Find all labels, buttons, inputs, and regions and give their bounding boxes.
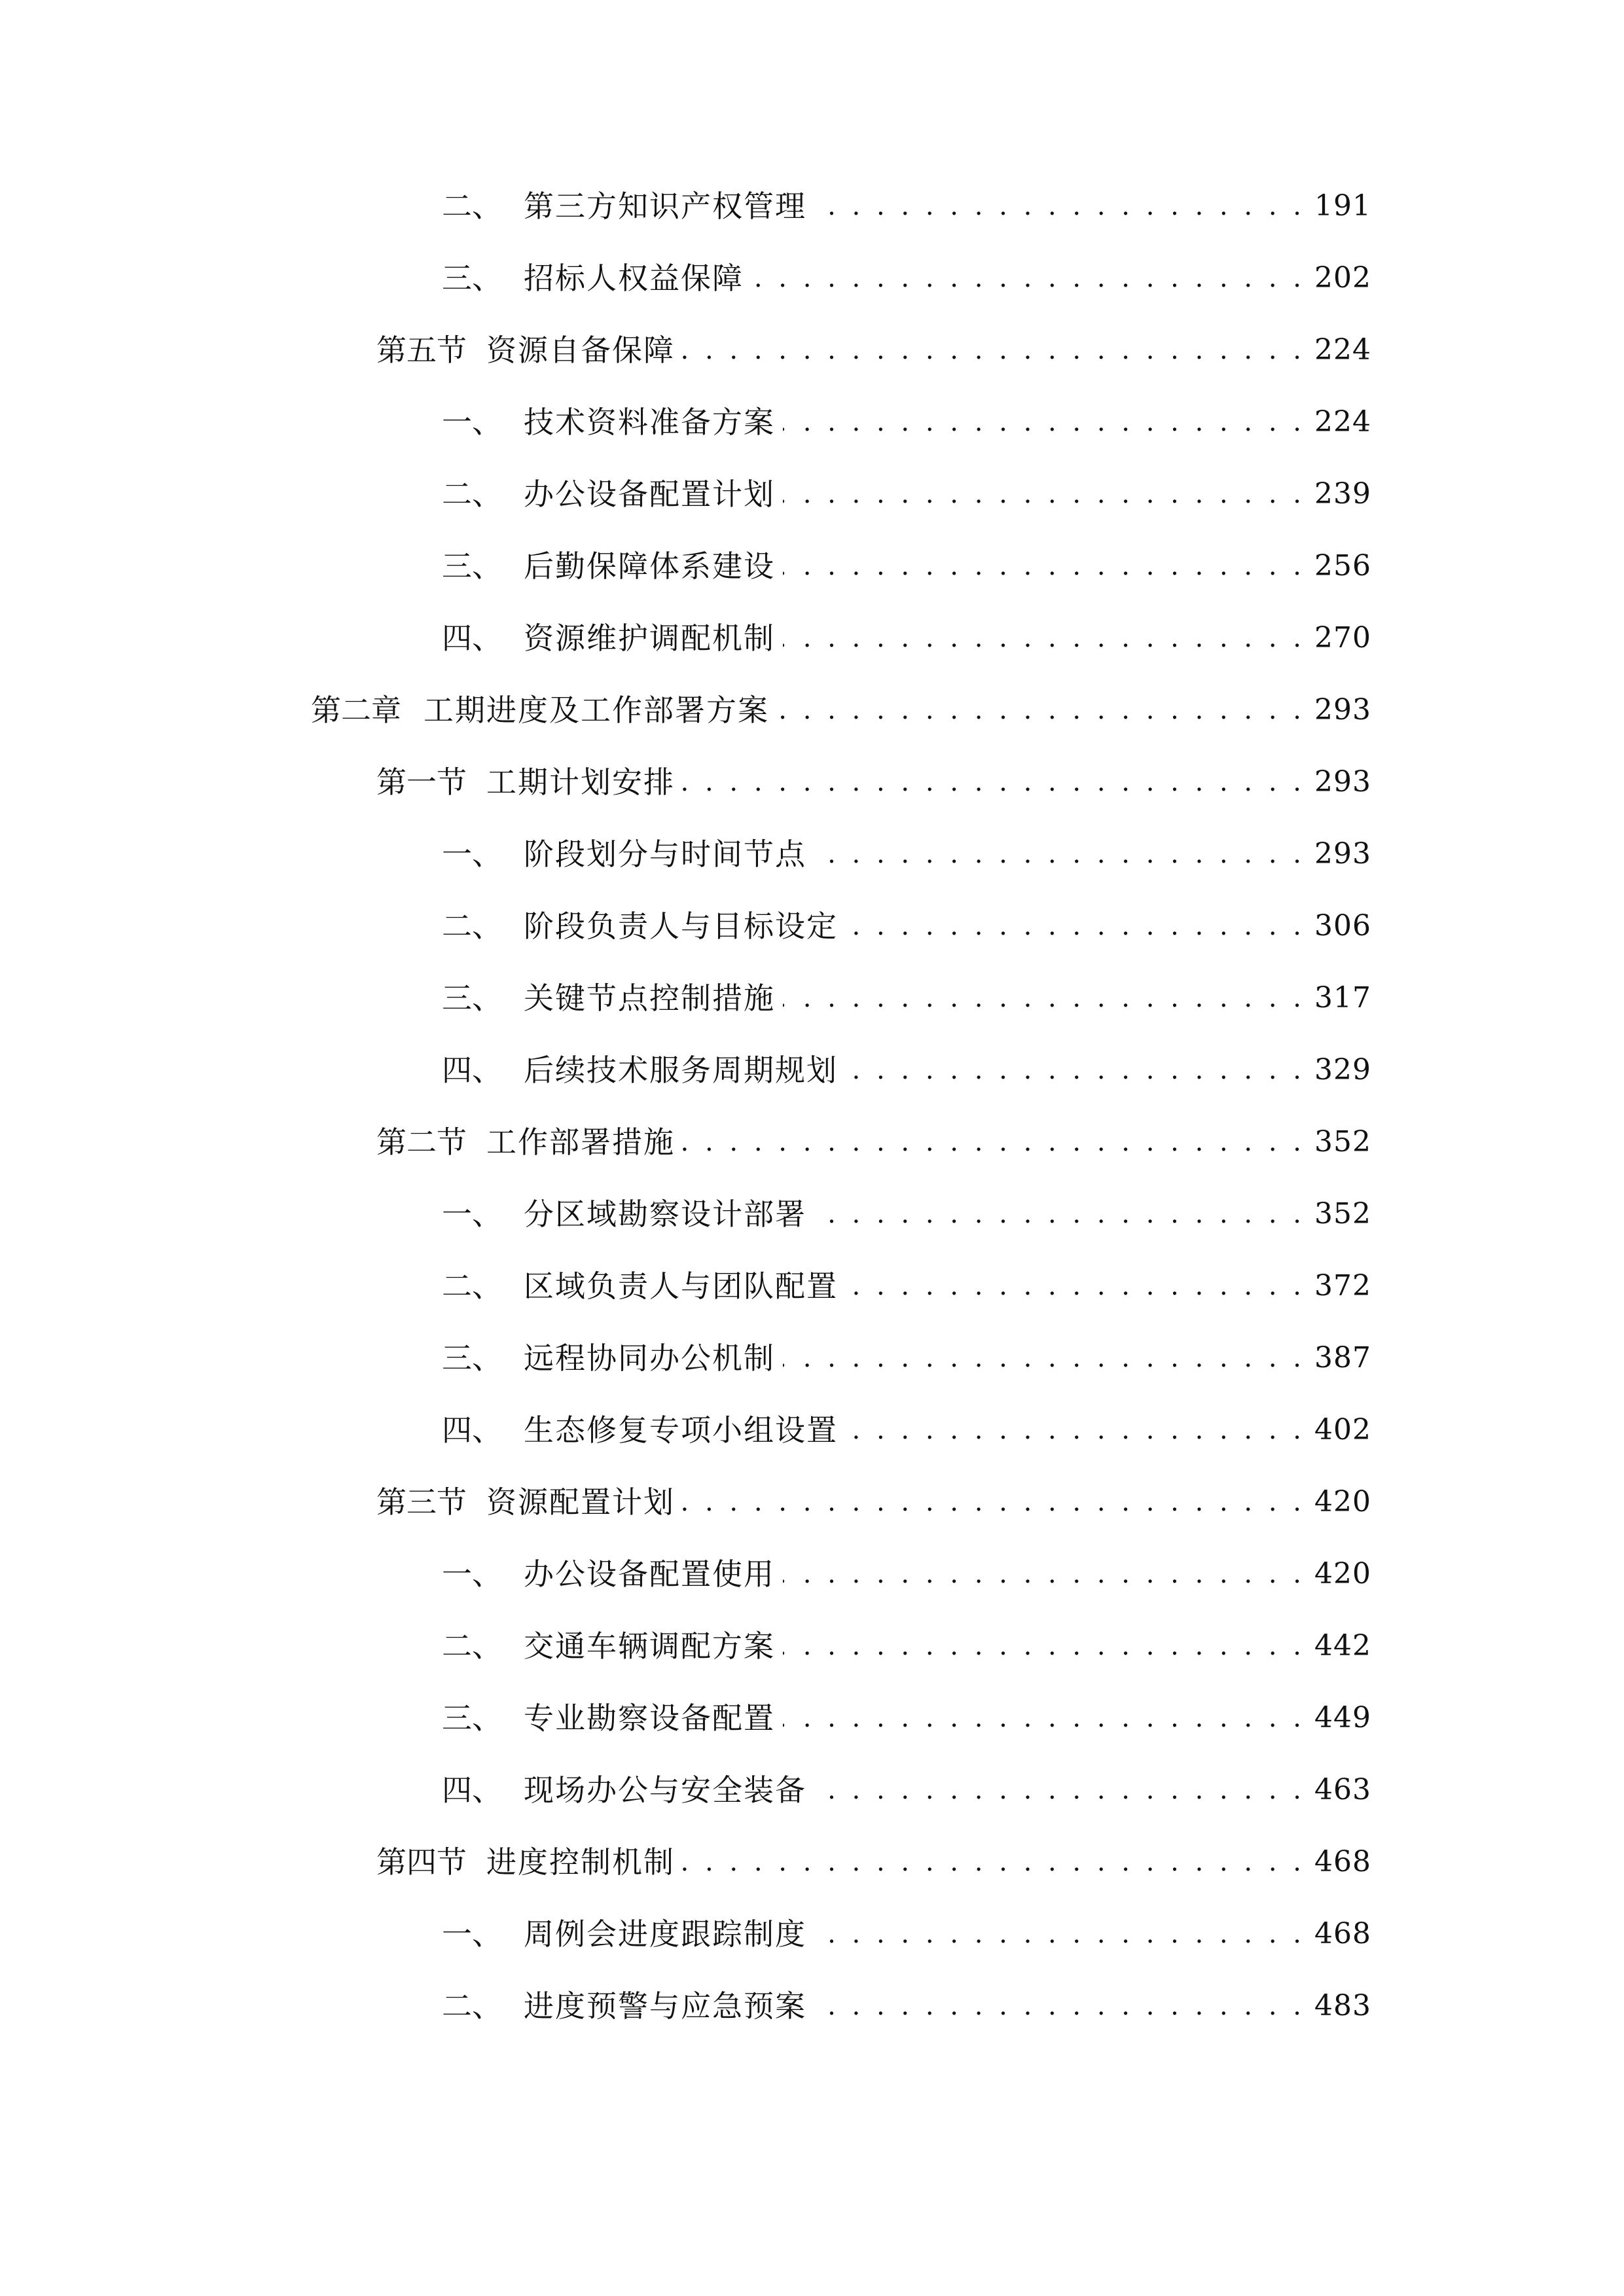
toc-entry-title: 技术资料准备方案 — [524, 404, 775, 440]
toc-entry-number: 三、 — [442, 980, 502, 1016]
toc-entry-page: 202 — [1314, 261, 1371, 295]
toc-entry-page: 306 — [1314, 909, 1371, 942]
toc-entry-title: 进度控制机制 — [486, 1844, 675, 1880]
toc-entry-number: 三、 — [442, 1340, 502, 1376]
toc-entry-page: 224 — [1314, 405, 1371, 439]
toc-entry[interactable] — [442, 1983, 1371, 2029]
toc-entry-title: 资源配置计划 — [486, 1484, 675, 1520]
toc-entry[interactable] — [442, 615, 1371, 661]
toc-entry-number: 二、 — [442, 1268, 502, 1304]
toc-entry[interactable] — [442, 831, 1371, 877]
toc-entry-title: 工期计划安排 — [486, 764, 675, 800]
toc-entry[interactable] — [376, 327, 1371, 373]
toc-entry[interactable] — [442, 543, 1371, 589]
toc-entry[interactable] — [442, 903, 1371, 949]
toc-entry-number: 一、 — [442, 1916, 502, 1952]
toc-entry-number: 二、 — [442, 1988, 502, 2024]
dot-leader — [814, 1191, 1305, 1237]
dot-leader — [846, 1407, 1305, 1453]
toc-entry-number: 四、 — [442, 1052, 502, 1088]
toc-entry[interactable] — [442, 1695, 1371, 1741]
toc-entry-page: 239 — [1314, 477, 1371, 511]
toc-entry-page: 463 — [1314, 1773, 1371, 1806]
toc-entry[interactable] — [442, 471, 1371, 517]
toc-entry-page: 293 — [1314, 693, 1371, 726]
toc-entry-title: 现场办公与安全装备 — [524, 1772, 806, 1808]
toc-entry[interactable] — [442, 255, 1371, 301]
toc-entry-title: 关键节点控制措施 — [524, 980, 775, 1016]
toc-entry-number: 第一节 — [376, 764, 467, 800]
toc-entry-number: 一、 — [442, 404, 502, 440]
toc-entry-page: 449 — [1314, 1701, 1371, 1734]
toc-entry-title: 生态修复专项小组设置 — [524, 1412, 838, 1448]
toc-entry-title: 办公设备配置使用 — [524, 1556, 775, 1592]
dot-leader — [814, 183, 1305, 229]
toc-entry-title: 进度预警与应急预案 — [524, 1988, 806, 2024]
toc-entry-number: 三、 — [442, 548, 502, 584]
toc-entry[interactable] — [442, 1623, 1371, 1669]
toc-entry-page: 468 — [1314, 1917, 1371, 1950]
toc-entry-page: 317 — [1314, 981, 1371, 1014]
dot-leader — [783, 471, 1305, 517]
toc-entry-number: 二、 — [442, 1628, 502, 1664]
toc-entry-page: 256 — [1314, 549, 1371, 583]
toc-entry[interactable] — [376, 1119, 1371, 1165]
toc-entry[interactable] — [442, 1047, 1371, 1093]
toc-entry-title: 工期进度及工作部署方案 — [424, 692, 769, 728]
toc-entry-title: 周例会进度跟踪制度 — [524, 1916, 806, 1952]
toc-entry-page: 329 — [1314, 1053, 1371, 1086]
dot-leader — [683, 1479, 1305, 1525]
dot-leader — [777, 687, 1305, 733]
toc-entry-number: 二、 — [442, 188, 502, 224]
dot-leader — [683, 1839, 1305, 1885]
dot-leader — [783, 975, 1305, 1021]
toc-entry-number: 第二节 — [376, 1124, 467, 1160]
toc-entry-title: 交通车辆调配方案 — [524, 1628, 775, 1664]
toc-entry-number: 第三节 — [376, 1484, 467, 1520]
toc-entry[interactable] — [442, 1263, 1371, 1309]
toc-entry-page: 224 — [1314, 333, 1371, 367]
toc-entry-title: 工作部署措施 — [486, 1124, 675, 1160]
toc-entry[interactable] — [442, 1911, 1371, 1957]
toc-entry-page: 442 — [1314, 1629, 1371, 1662]
toc-entry-number: 第五节 — [376, 332, 467, 368]
toc-entry-page: 293 — [1314, 837, 1371, 870]
toc-entry-page: 191 — [1314, 189, 1371, 223]
dot-leader — [683, 1119, 1305, 1165]
toc-entry-page: 372 — [1314, 1269, 1371, 1302]
toc-entry-title: 后勤保障体系建设 — [524, 548, 775, 584]
toc-entry-number: 一、 — [442, 836, 502, 872]
toc-entry-number: 四、 — [442, 1772, 502, 1808]
toc-entry[interactable] — [442, 1767, 1371, 1813]
dot-leader — [783, 399, 1305, 445]
toc-entry-number: 二、 — [442, 908, 502, 944]
toc-entry-title: 资源维护调配机制 — [524, 620, 775, 656]
toc-entry-number: 三、 — [442, 260, 502, 296]
toc-entry[interactable] — [376, 1479, 1371, 1525]
dot-leader — [783, 1623, 1305, 1669]
toc-entry-number: 一、 — [442, 1556, 502, 1592]
toc-entry[interactable] — [442, 1191, 1371, 1237]
dot-leader — [783, 543, 1305, 589]
toc-entry-title: 招标人权益保障 — [524, 260, 744, 296]
dot-leader — [814, 1983, 1305, 2029]
toc-entry-page: 468 — [1314, 1845, 1371, 1878]
toc-entry-title: 资源自备保障 — [486, 332, 675, 368]
toc-entry-page: 402 — [1314, 1413, 1371, 1446]
toc-entry-page: 293 — [1314, 765, 1371, 798]
toc-entry-title: 阶段划分与时间节点 — [524, 836, 806, 872]
toc-entry-title: 第三方知识产权管理 — [524, 188, 806, 224]
dot-leader — [783, 615, 1305, 661]
toc-entry[interactable] — [442, 1407, 1371, 1453]
toc-entry-page: 420 — [1314, 1557, 1371, 1590]
dot-leader — [783, 1695, 1305, 1741]
dot-leader — [814, 1767, 1305, 1813]
toc-entry-page: 270 — [1314, 621, 1371, 655]
toc-entry-title: 专业勘察设备配置 — [524, 1700, 775, 1736]
toc-entry-number: 第四节 — [376, 1844, 467, 1880]
dot-leader — [846, 903, 1305, 949]
toc-entry-title: 分区域勘察设计部署 — [524, 1196, 806, 1232]
toc-entry[interactable] — [442, 975, 1371, 1021]
toc-entry-number: 二、 — [442, 476, 502, 512]
toc-entry-number: 一、 — [442, 1196, 502, 1232]
dot-leader — [683, 327, 1305, 373]
toc-entry-title: 阶段负责人与目标设定 — [524, 908, 838, 944]
toc-entry[interactable] — [442, 1335, 1371, 1381]
toc-entry[interactable] — [376, 1839, 1371, 1885]
toc-entry-page: 420 — [1314, 1485, 1371, 1518]
toc-entry-number: 四、 — [442, 620, 502, 656]
toc-entry-title: 区域负责人与团队配置 — [524, 1268, 838, 1304]
dot-leader — [751, 255, 1305, 301]
dot-leader — [783, 1551, 1305, 1597]
toc-entry-page: 352 — [1314, 1197, 1371, 1230]
toc-entry-number: 四、 — [442, 1412, 502, 1448]
toc-entry[interactable] — [442, 399, 1371, 445]
toc-entry[interactable] — [442, 1551, 1371, 1597]
toc-entry-number: 三、 — [442, 1700, 502, 1736]
toc-entry[interactable] — [376, 759, 1371, 805]
dot-leader — [683, 759, 1305, 805]
toc-entry[interactable] — [311, 687, 1371, 733]
toc-entry-page: 483 — [1314, 1989, 1371, 2022]
toc-entry-page: 352 — [1314, 1125, 1371, 1158]
dot-leader — [846, 1263, 1305, 1309]
toc-entry-title: 办公设备配置计划 — [524, 476, 775, 512]
dot-leader — [846, 1047, 1305, 1093]
toc-entry-number: 第二章 — [311, 692, 401, 728]
dot-leader — [814, 1911, 1305, 1957]
dot-leader — [814, 831, 1305, 877]
toc-entry[interactable] — [442, 183, 1371, 229]
toc-entry-title: 远程协同办公机制 — [524, 1340, 775, 1376]
dot-leader — [783, 1335, 1305, 1381]
toc-entry-title: 后续技术服务周期规划 — [524, 1052, 838, 1088]
toc-entry-page: 387 — [1314, 1341, 1371, 1374]
